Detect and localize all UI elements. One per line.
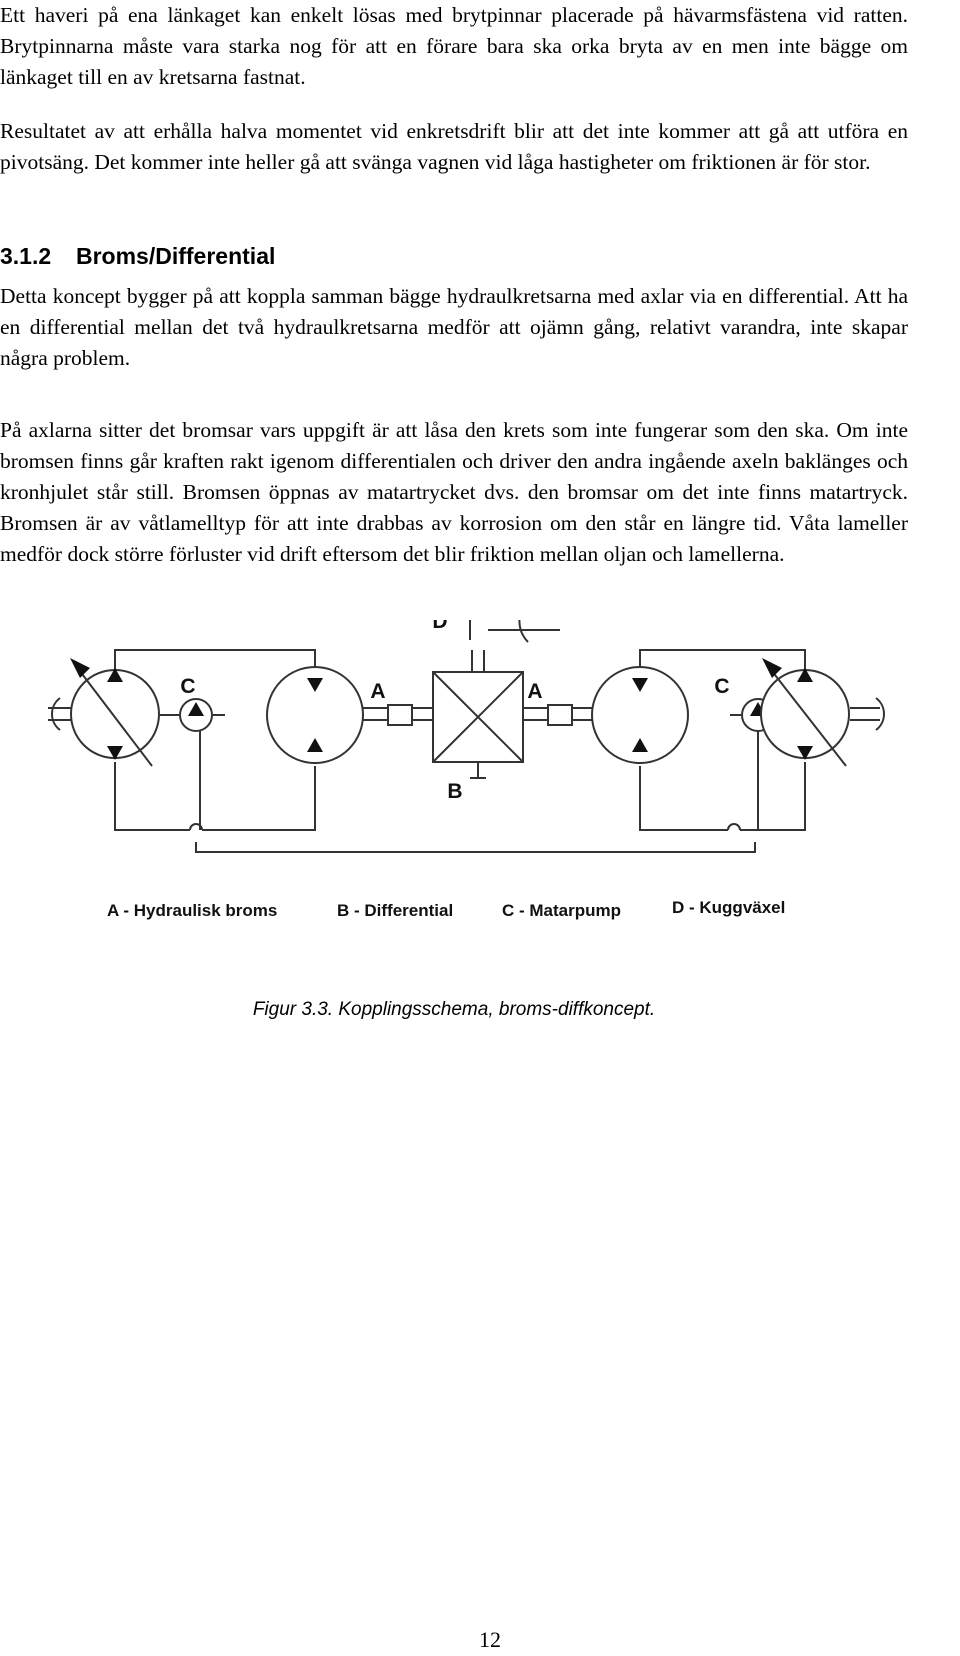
figure-caption: Figur 3.3. Kopplingsschema, broms-diffkoncept.: [252, 999, 656, 1020]
section-title: Broms/Differential: [76, 243, 276, 269]
left-fixed-motor: [267, 667, 363, 763]
section-number: 3.1.2: [0, 243, 52, 269]
left-lower-line-b: [202, 766, 315, 830]
right-lower-line-a: [740, 762, 805, 830]
right-lower-line-b: [640, 766, 728, 830]
label-c-right: C: [714, 675, 730, 698]
label-b: B: [447, 780, 463, 803]
paragraph-3: Detta koncept bygger på att koppla samman bägge hydraulkretsarna med axlar via en differential. Att ha en differential mellan det två hydraulkretsarna medför att ojämn gång, relativt varandra, inte skapar några problem.: [0, 284, 908, 370]
right-fixed-motor: [592, 667, 688, 763]
section-heading: [0, 241, 275, 271]
right-crossover-arc: [728, 824, 740, 830]
label-a-right: A: [527, 680, 543, 703]
legend-c: C - Matarpump: [502, 901, 621, 920]
hydraulic-schematic: [0, 620, 960, 980]
left-brake: [388, 705, 412, 725]
paragraph-4: På axlarna sitter det bromsar vars uppgift är att låsa den krets som inte fungerar som den ska. Om inte bromsen finns går kraften rakt igenom differentialen och driver den andra ingående axeln baklänges och kronhjulet står still. Bromsen öppnas av matartrycket dvs. den bromsar om det inte finns matartryck. Bromsen är av våtlamelltyp för att inte drabbas av korrosion om den står en längre tid. Våta lameller medför dock större förluster vid drift eftersom det blir friktion mellan oljan och lamellerna.: [0, 418, 908, 566]
label-c-left: C: [180, 675, 196, 698]
hydraulic-schematic-figure: [0, 620, 960, 980]
paragraph-2: Resultatet av att erhålla halva momentet vid enkretsdrift blir att det inte kommer att gå att utföra en pivotsäng. Det kommer inte heller gå att svänga vagnen vid låga hastigheter om friktionen är för stor.: [0, 119, 908, 174]
page-number: 12: [479, 1627, 501, 1652]
label-a-left: A: [370, 680, 386, 703]
legend-a: A - Hydraulisk broms: [107, 901, 278, 920]
label-d: D: [432, 620, 448, 633]
paragraph-1: Ett haveri på ena länkaget kan enkelt lösas med brytpinnar placerade på hävarmsfästena vid ratten. Brytpinnarna måste vara starka nog för att en förare bara ska orka bryta av en men inte bägge om länkaget till en av kretsarna fastnat.: [0, 3, 908, 89]
bottom-return-line: [196, 842, 755, 852]
left-lower-line-a: [115, 762, 190, 830]
legend-d: D - Kuggväxel: [672, 898, 786, 917]
right-variable-motor: [761, 658, 849, 766]
differential: [433, 672, 523, 762]
left-variable-motor: [70, 658, 159, 766]
legend-b: B - Differential: [337, 901, 454, 920]
left-charge-pump: [160, 699, 225, 731]
right-brake: [548, 705, 572, 725]
